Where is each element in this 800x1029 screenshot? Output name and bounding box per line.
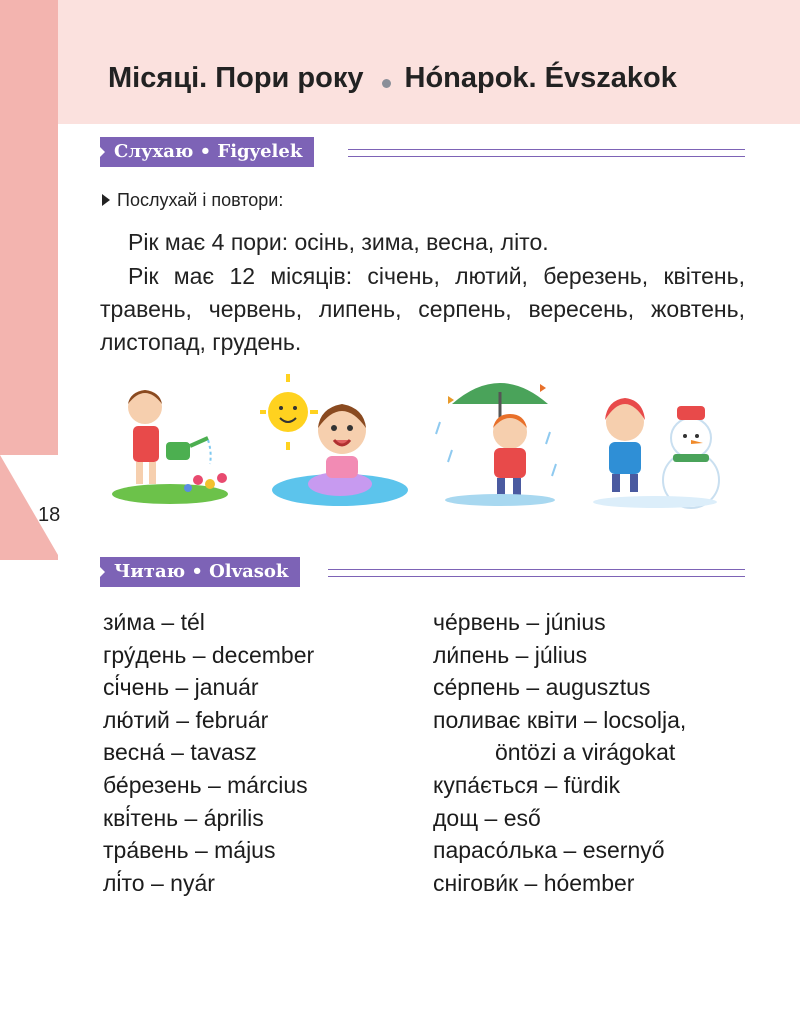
vocab-item-continuation: öntözi a virágokat — [495, 739, 676, 766]
vocab-item: кві́тень – április — [103, 804, 264, 831]
listen-section-tag: Слухаю • Figyelek — [100, 137, 314, 167]
listen-section-header — [100, 137, 745, 167]
vocab-item: весна́ – tavasz — [103, 739, 257, 766]
listen-section-rule — [348, 149, 745, 157]
listen-instruction — [102, 190, 283, 211]
vocab-item: се́рпень – augusztus — [433, 674, 651, 701]
vocab-item: че́рвень – június — [433, 609, 606, 635]
vocab-item: бе́резень – március — [103, 771, 308, 798]
months-paragraph: Рік має 12 місяців: січень, лютий, березень, квітень, травень, червень, липень, серпень, вересень, жовтень, листопад, грудень. — [100, 263, 745, 355]
vocab-item: зи́ма – tél — [103, 609, 205, 635]
vocab-item: лю́тий – február — [103, 706, 269, 733]
vocab-item: тра́вень – május — [103, 837, 276, 864]
instruction-text: Послухай і повтори: — [117, 190, 284, 210]
page-number: 18 — [38, 504, 61, 526]
girl-swimming-sun-icon — [260, 372, 410, 512]
vocab-item: сі́чень – január — [103, 674, 259, 701]
vocab-item: снігови́к – hóember — [433, 869, 635, 896]
vocab-item: лі́то – nyár — [103, 869, 215, 896]
vocab-item: дощ – eső — [433, 804, 541, 831]
title-ukrainian: Місяці. Пори року — [108, 62, 364, 94]
girl-snowman-icon — [585, 372, 730, 512]
vocab-item: гру́день – december — [103, 641, 315, 668]
seasons-illustrations — [100, 372, 750, 512]
vocabulary-left-column — [103, 606, 314, 899]
read-section-header — [100, 557, 745, 587]
girl-umbrella-rain-icon — [430, 372, 565, 512]
vocab-item: ли́пень – július — [433, 641, 588, 668]
vocab-item: парасо́лька – esernyő — [433, 837, 665, 864]
play-triangle-icon — [102, 194, 110, 206]
vocab-item: поливає квіти – locsolja, — [433, 706, 687, 733]
page-title — [108, 62, 677, 95]
read-section-rule — [328, 569, 745, 577]
vocab-item: купа́ється – fürdik — [433, 771, 621, 798]
vocabulary-right-column — [433, 606, 686, 899]
read-section-tag: Читаю • Olvasok — [100, 557, 300, 587]
girl-watering-flowers-icon — [100, 372, 240, 512]
title-hungarian: Hónapok. Évszakok — [404, 62, 677, 94]
title-separator-dot — [382, 79, 391, 88]
seasons-paragraph: Рік має 4 пори: осінь, зима, весна, літо. — [128, 229, 549, 255]
